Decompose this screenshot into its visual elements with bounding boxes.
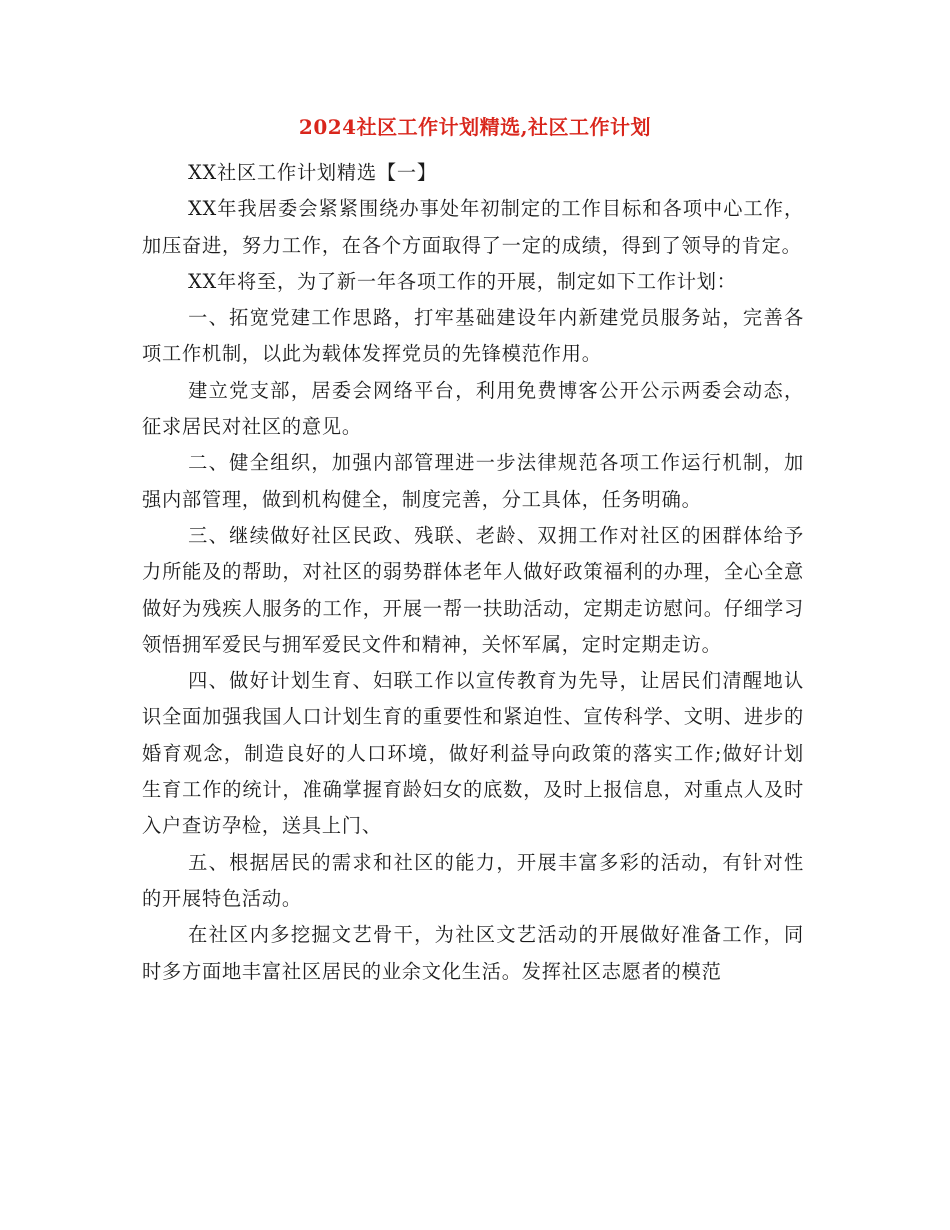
paragraph: XX年将至，为了新一年各项工作的开展，制定如下工作计划： [188, 269, 737, 293]
paragraph: 在社区内多挖掘文艺骨干，为社区文艺活动的开展做好准备工作，同时多方面地丰富社区居民的业余文化生活。发挥社区志愿者的模范 [142, 923, 804, 983]
paragraph: 三、继续做好社区民政、残联、老龄、双拥工作对社区的困群体给予力所能及的帮助，对社区的弱势群体老年人做好政策福利的办理，全心全意做好为残疾人服务的工作，开展一帮一扶助活动，定期走访慰问。仔细学习领悟拥军爱民与拥军爱民文件和精神，关怀军属，定时定期走访。 [142, 523, 804, 656]
paragraph: XX社区工作计划精选【一】 [188, 161, 437, 184]
paragraph: XX年我居委会紧紧围绕办事处年初制定的工作目标和各项中心工作，加压奋进，努力工作，在各个方面取得了一定的成绩，得到了领导的肯定。 [142, 197, 804, 257]
paragraph: 五、根据居民的需求和社区的能力，开展丰富多彩的活动，有针对性的开展特色活动。 [142, 850, 804, 910]
document-body [142, 155, 804, 990]
paragraph: 四、做好计划生育、妇联工作以宣传教育为先导，让居民们清醒地认识全面加强我国人口计划生育的重要性和紧迫性、宣传科学、文明、进步的婚育观念，制造良好的人口环境，做好利益导向政策的落实工作;做好计划生育工作的统计，准确掌握育龄妇女的底数，及时上报信息，对重点人及时入户查访孕检，送具上门、 [142, 669, 804, 838]
document-title: 2024社区工作计划精选,社区工作计划 [298, 115, 652, 139]
paragraph: 二、健全组织，加强内部管理进一步法律规范各项工作运行机制，加强内部管理，做到机构健全，制度完善，分工具体，任务明确。 [142, 451, 804, 511]
paragraph: 建立党支部，居委会网络平台，利用免费博客公开公示两委会动态，征求居民对社区的意见。 [142, 378, 804, 439]
paragraph: 一、拓宽党建工作思路，打牢基础建设年内新建党员服务站，完善各项工作机制，以此为载体发挥党员的先锋模范作用。 [142, 306, 804, 366]
